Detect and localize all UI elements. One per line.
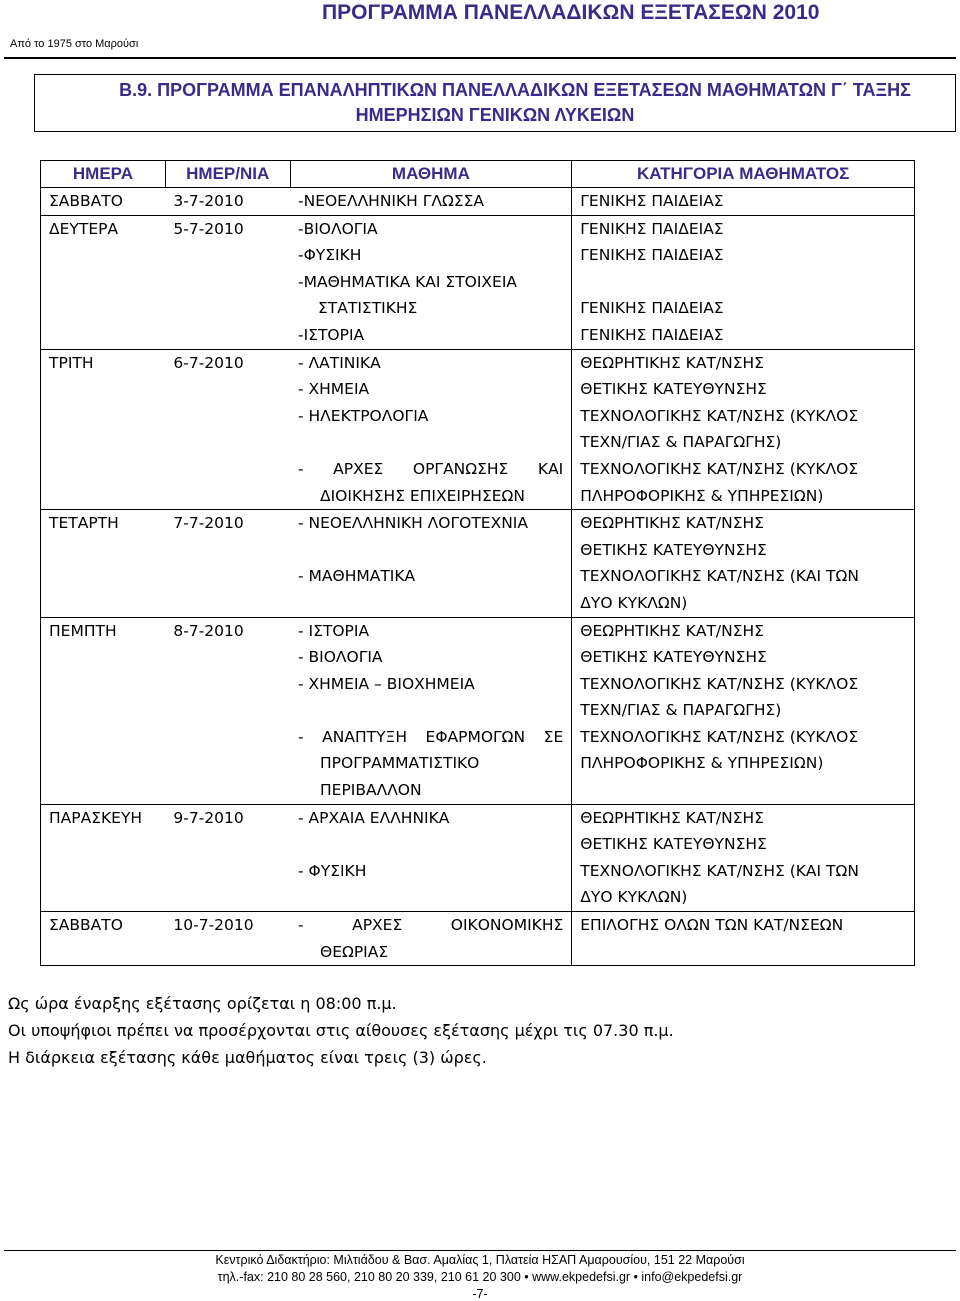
category-line: [580, 777, 906, 804]
category-line: ΔΥΟ ΚΥΚΛΩΝ): [580, 593, 688, 612]
row-date: 3-7-2010: [165, 188, 290, 216]
footer-contact: τηλ.-fax: 210 80 28 560, 210 80 20 339, 210 61 20 300 • www.ekpedefsi.gr • info@ekpedefsi.gr: [217, 1270, 743, 1284]
row-day: ΣΑΒΒΑΤΟ: [41, 188, 166, 216]
exam-notes: [8, 990, 674, 1071]
footer-address: Κεντρικό Διδακτήριο: Μιλτιάδου & Βασ. Αμαλίας 1, Πλατεία ΗΣΑΠ Αμαρουσίου, 151 22 Μαρούσι: [215, 1253, 745, 1267]
exam-schedule-table: [40, 160, 915, 966]
row-day: ΠΑΡΑΣΚΕΥΗ: [41, 804, 166, 911]
subject-line: [298, 831, 563, 858]
category-line: ΕΠΙΛΟΓΗΣ ΟΛΩΝ ΤΩΝ ΚΑΤ/ΝΣΕΩΝ: [580, 916, 844, 935]
subject-line: -ΝΕΟΕΛΛΗΝΙΚΗ ΓΛΩΣΣΑ: [298, 192, 485, 210]
subject-line: -ΦΥΣΙΚΗ: [298, 246, 362, 265]
subject-line: - ΛΑΤΙΝΙΚΑ: [298, 353, 381, 372]
category-line: [580, 269, 906, 296]
subject-line: -ΜΑΘΗΜΑΤΙΚΑ ΚΑΙ ΣΤΟΙΧΕΙΑ: [298, 272, 518, 291]
row-date: 6-7-2010: [165, 349, 290, 510]
row-subjects: [290, 188, 572, 216]
note-duration: Η διάρκεια εξέτασης κάθε μαθήματος είναι τρεις (3) ώρες.: [8, 1048, 487, 1067]
subject-line: - ΒΙΟΛΟΓΙΑ: [298, 648, 383, 667]
subject-line: ΣΤΑΤΙΣΤΙΚΗΣ: [318, 299, 418, 318]
subject-line: - ΦΥΣΙΚΗ: [298, 861, 367, 880]
row-day: ΔΕΥΤΕΡΑ: [41, 215, 166, 349]
table-row: [41, 215, 915, 349]
subject-line: - ΑΡΧΑΙΑ ΕΛΛΗΝΙΚΑ: [298, 808, 450, 827]
row-subjects: [290, 510, 572, 617]
footer-divider: [4, 1250, 956, 1251]
table-header-row: [41, 161, 915, 188]
category-line: ΤΕΧΝΟΛΟΓΙΚΗΣ ΚΑΤ/ΝΣΗΣ (ΚΥΚΛΟΣ: [580, 406, 859, 425]
category-line: ΘΕΤΙΚΗΣ ΚΑΤΕΥΘΥΝΣΗΣ: [580, 380, 767, 399]
note-arrival-time: Οι υποψήφιοι πρέπει να προσέρχονται στις αίθουσες εξέτασης μέχρι τις 07.30 π.μ.: [8, 1021, 674, 1040]
category-line: ΤΕΧΝ/ΓΙΑΣ & ΠΑΡΑΓΩΓΗΣ): [580, 433, 782, 452]
row-date: 5-7-2010: [165, 215, 290, 349]
subject-line: - ΗΛΕΚΤΡΟΛΟΓΙΑ: [298, 406, 429, 425]
table-row: [41, 188, 915, 216]
subject-line: - ΑΝΑΠΤΥΞΗ ΕΦΑΡΜΟΓΩΝ ΣΕ: [298, 727, 564, 746]
subject-line: - ΧΗΜΕΙΑ: [298, 380, 370, 399]
header-category: ΚΑΤΗΓΟΡΙΑ ΜΑΘΗΜΑΤΟΣ: [572, 161, 915, 188]
row-date: 7-7-2010: [165, 510, 290, 617]
section-title-line2: ΗΜΕΡΗΣΙΩΝ ΓΕΝΙΚΩΝ ΛΥΚΕΙΩΝ: [355, 105, 635, 125]
category-line: ΓΕΝΙΚΗΣ ΠΑΙΔΕΙΑΣ: [580, 299, 724, 318]
category-line: [580, 939, 906, 966]
category-line: ΠΛΗΡΟΦΟΡΙΚΗΣ & ΥΠΗΡΕΣΙΩΝ): [580, 486, 824, 505]
row-date: 10-7-2010: [165, 912, 290, 966]
row-categories: [572, 349, 915, 510]
header-divider: [4, 57, 956, 59]
category-line: ΠΛΗΡΟΦΟΡΙΚΗΣ & ΥΠΗΡΕΣΙΩΝ): [580, 754, 824, 773]
section-title-box: [34, 74, 956, 132]
row-day: ΤΕΤΑΡΤΗ: [41, 510, 166, 617]
category-line: ΘΕΤΙΚΗΣ ΚΑΤΕΥΘΥΝΣΗΣ: [580, 835, 767, 854]
category-line: ΤΕΧΝΟΛΟΓΙΚΗΣ ΚΑΤ/ΝΣΗΣ (ΚΥΚΛΟΣ: [580, 727, 859, 746]
header-subject: ΜΑΘΗΜΑ: [290, 161, 572, 188]
table-row: [41, 349, 915, 510]
row-categories: [572, 804, 915, 911]
category-line: ΔΥΟ ΚΥΚΛΩΝ): [580, 888, 688, 907]
subject-line: [298, 429, 563, 456]
subject-line: [298, 590, 563, 617]
row-subjects: [290, 804, 572, 911]
row-date: 9-7-2010: [165, 804, 290, 911]
subject-line: - ΙΣΤΟΡΙΑ: [298, 621, 370, 640]
category-line: ΘΕΩΡΗΤΙΚΗΣ ΚΑΤ/ΝΣΗΣ: [580, 514, 764, 533]
subject-line: - ΑΡΧΕΣ ΟΙΚΟΝΟΜΙΚΗΣ: [298, 916, 564, 935]
row-subjects: [290, 912, 572, 966]
row-categories: [572, 617, 915, 804]
row-subjects: [290, 215, 572, 349]
category-line: ΘΕΩΡΗΤΙΚΗΣ ΚΑΤ/ΝΣΗΣ: [580, 808, 764, 827]
subject-line: - ΑΡΧΕΣ ΟΡΓΑΝΩΣΗΣ ΚΑΙ: [298, 459, 564, 478]
category-line: ΘΕΩΡΗΤΙΚΗΣ ΚΑΤ/ΝΣΗΣ: [580, 621, 764, 640]
row-day: ΣΑΒΒΑΤΟ: [41, 912, 166, 966]
category-line: ΓΕΝΙΚΗΣ ΠΑΙΔΕΙΑΣ: [580, 246, 724, 265]
category-line: ΘΕΩΡΗΤΙΚΗΣ ΚΑΤ/ΝΣΗΣ: [580, 353, 764, 372]
header-subtitle: Από το 1975 στο Μαρούσι: [10, 38, 139, 50]
category-line: ΓΕΝΙΚΗΣ ΠΑΙΔΕΙΑΣ: [580, 219, 724, 238]
category-line: ΤΕΧΝΟΛΟΓΙΚΗΣ ΚΑΤ/ΝΣΗΣ (ΚΑΙ ΤΩΝ: [580, 567, 859, 586]
subject-line: [298, 537, 563, 564]
row-date: 8-7-2010: [165, 617, 290, 804]
category-line: ΤΕΧΝ/ΓΙΑΣ & ΠΑΡΑΓΩΓΗΣ): [580, 701, 782, 720]
header-day: ΗΜΕΡΑ: [41, 161, 166, 188]
note-start-time: Ως ώρα έναρξης εξέτασης ορίζεται η 08:00 π.μ.: [8, 994, 397, 1013]
category-line: ΓΕΝΙΚΗΣ ΠΑΙΔΕΙΑΣ: [580, 325, 724, 344]
table-row: [41, 617, 915, 804]
row-categories: [572, 188, 915, 216]
table-row: [41, 510, 915, 617]
section-title-line1: Β.9. ΠΡΟΓΡΑΜΜΑ ΕΠΑΝΑΛΗΠΤΙΚΩΝ ΠΑΝΕΛΛΑΔΙΚΩΝ ΕΞΕΤΑΣΕΩΝ ΜΑΘΗΜΑΤΩΝ Γ΄ ΤΑΞΗΣ: [119, 80, 911, 100]
row-day: ΠΕΜΠΤΗ: [41, 617, 166, 804]
subject-line: - ΜΑΘΗΜΑΤΙΚΑ: [298, 567, 416, 586]
subject-line: -ΒΙΟΛΟΓΙΑ: [298, 219, 378, 238]
subject-line: - ΧΗΜΕΙΑ – ΒΙΟΧΗΜΕΙΑ: [298, 674, 475, 693]
row-day: ΤΡΙΤΗ: [41, 349, 166, 510]
row-subjects: [290, 349, 572, 510]
category-line: ΤΕΧΝΟΛΟΓΙΚΗΣ ΚΑΤ/ΝΣΗΣ (ΚΥΚΛΟΣ: [580, 459, 859, 478]
subject-line: ΠΕΡΙΒΑΛΛΟΝ: [320, 781, 422, 800]
category-line: ΓΕΝΙΚΗΣ ΠΑΙΔΕΙΑΣ: [580, 192, 724, 210]
table-row: [41, 804, 915, 911]
table-row: [41, 912, 915, 966]
category-line: ΘΕΤΙΚΗΣ ΚΑΤΕΥΘΥΝΣΗΣ: [580, 540, 767, 559]
row-categories: [572, 912, 915, 966]
row-subjects: [290, 617, 572, 804]
subject-line: -ΙΣΤΟΡΙΑ: [298, 325, 365, 344]
footer-page-number: -7-: [472, 1287, 488, 1301]
subject-line: ΘΕΩΡΙΑΣ: [320, 942, 389, 961]
subject-line: - ΝΕΟΕΛΛΗΝΙΚΗ ΛΟΓΟΤΕΧΝΙΑ: [298, 514, 528, 533]
row-categories: [572, 215, 915, 349]
category-line: ΤΕΧΝΟΛΟΓΙΚΗΣ ΚΑΤ/ΝΣΗΣ (ΚΑΙ ΤΩΝ: [580, 861, 859, 880]
header-title: ΠΡΟΓΡΑΜΜΑ ΠΑΝΕΛΛΑΔΙΚΩΝ ΕΞΕΤΑΣΕΩΝ 2010: [322, 1, 820, 24]
category-line: ΘΕΤΙΚΗΣ ΚΑΤΕΥΘΥΝΣΗΣ: [580, 648, 767, 667]
table-body: [41, 188, 915, 966]
subject-line: ΠΡΟΓΡΑΜΜΑΤΙΣΤΙΚΟ: [320, 754, 480, 773]
header-date: ΗΜΕΡ/ΝΙΑ: [165, 161, 290, 188]
subject-line: [298, 697, 563, 724]
subject-line: [298, 884, 563, 911]
subject-line: ΔΙΟΙΚΗΣΗΣ ΕΠΙΧΕΙΡΗΣΕΩΝ: [320, 486, 525, 505]
category-line: ΤΕΧΝΟΛΟΓΙΚΗΣ ΚΑΤ/ΝΣΗΣ (ΚΥΚΛΟΣ: [580, 674, 859, 693]
row-categories: [572, 510, 915, 617]
